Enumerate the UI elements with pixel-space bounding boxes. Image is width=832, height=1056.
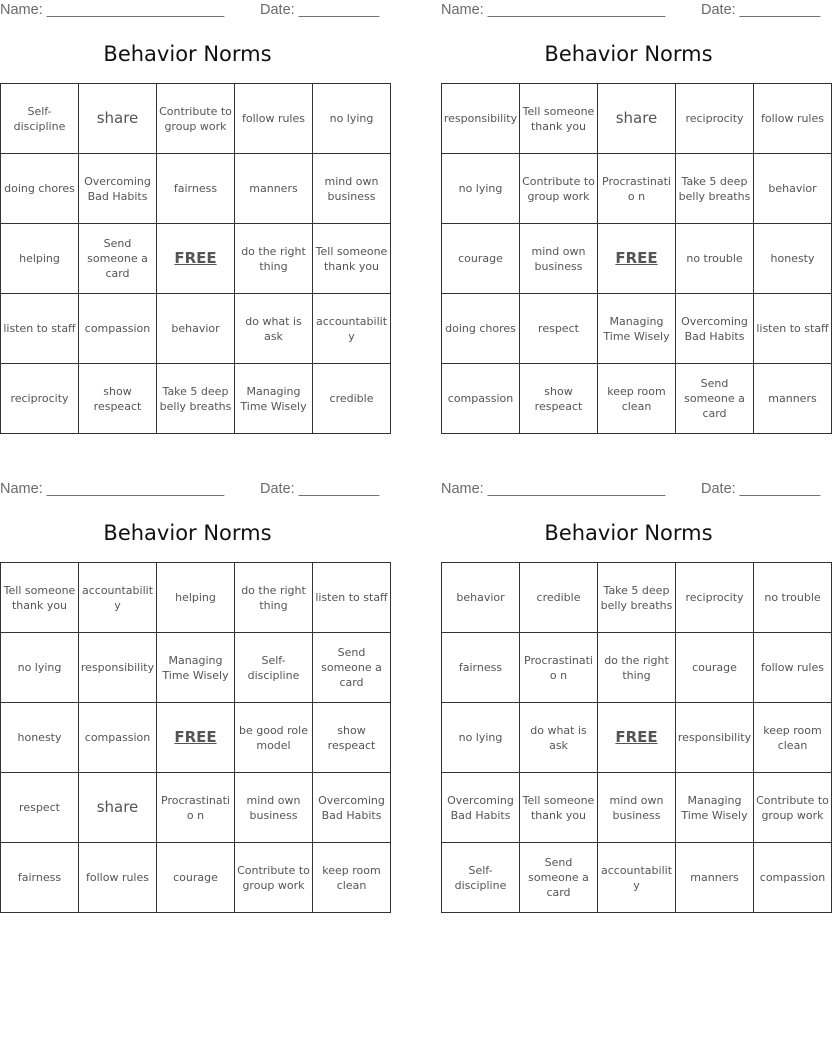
- grid-cell: Overcoming Bad Habits: [676, 294, 754, 364]
- grid-cell: compassion: [79, 294, 157, 364]
- bingo-card-2: [441, 0, 829, 440]
- grid-cell: Self-discipline: [1, 84, 79, 154]
- grid-cell: show respeact: [313, 703, 391, 773]
- grid-cell: no lying: [442, 154, 520, 224]
- grid-cell: respect: [1, 773, 79, 843]
- name-field-label: Name: ______________________: [441, 2, 666, 18]
- grid-cell: compassion: [79, 703, 157, 773]
- grid-cell: reciprocity: [676, 84, 754, 154]
- grid-cell: Tell someone thank you: [520, 84, 598, 154]
- grid-cell: share: [79, 84, 157, 154]
- card-title: Behavior Norms: [103, 42, 272, 66]
- grid-cell: share: [79, 773, 157, 843]
- grid-row: [442, 364, 832, 434]
- grid-cell: fairness: [157, 154, 235, 224]
- grid-cell: Overcoming Bad Habits: [313, 773, 391, 843]
- grid-cell: Tell someone thank you: [520, 773, 598, 843]
- grid-cell: Take 5 deep belly breaths: [676, 154, 754, 224]
- grid-row: [442, 84, 832, 154]
- card-title: Behavior Norms: [544, 521, 713, 545]
- date-field-label: Date: __________: [701, 2, 821, 18]
- grid-row: [1, 84, 391, 154]
- grid-cell: mind own business: [313, 154, 391, 224]
- name-date-row: [441, 2, 821, 22]
- grid-cell: Send someone a card: [520, 843, 598, 913]
- grid-cell: show respeact: [79, 364, 157, 434]
- bingo-card-3: [0, 479, 388, 919]
- grid-row: [442, 563, 832, 633]
- grid-cell: follow rules: [754, 84, 832, 154]
- grid-row: [1, 154, 391, 224]
- bingo-grid: [441, 83, 832, 434]
- grid-row: [1, 224, 391, 294]
- grid-cell: Send someone a card: [313, 633, 391, 703]
- grid-cell: Procrastinatio n: [520, 633, 598, 703]
- grid-cell: Tell someone thank you: [313, 224, 391, 294]
- free-space-cell: FREE: [598, 703, 676, 773]
- grid-row: [1, 703, 391, 773]
- grid-cell: share: [598, 84, 676, 154]
- bingo-card-4: [441, 479, 829, 919]
- grid-cell: Take 5 deep belly breaths: [157, 364, 235, 434]
- name-field-label: Name: ______________________: [0, 481, 225, 497]
- grid-cell: follow rules: [235, 84, 313, 154]
- date-field-label: Date: __________: [260, 481, 380, 497]
- grid-cell: behavior: [157, 294, 235, 364]
- grid-cell: Self-discipline: [235, 633, 313, 703]
- grid-cell: do the right thing: [598, 633, 676, 703]
- grid-cell: Managing Time Wisely: [235, 364, 313, 434]
- grid-cell: credible: [520, 563, 598, 633]
- grid-cell: Overcoming Bad Habits: [442, 773, 520, 843]
- grid-cell: Contribute to group work: [520, 154, 598, 224]
- grid-cell: doing chores: [442, 294, 520, 364]
- grid-row: [442, 843, 832, 913]
- grid-row: [442, 773, 832, 843]
- grid-cell: fairness: [442, 633, 520, 703]
- free-space-cell: FREE: [598, 224, 676, 294]
- date-field-label: Date: __________: [701, 481, 821, 497]
- grid-row: [1, 773, 391, 843]
- grid-cell: Tell someone thank you: [1, 563, 79, 633]
- grid-row: [442, 224, 832, 294]
- grid-cell: helping: [157, 563, 235, 633]
- card-title: Behavior Norms: [544, 42, 713, 66]
- grid-cell: listen to staff: [313, 563, 391, 633]
- grid-cell: behavior: [442, 563, 520, 633]
- date-field-label: Date: __________: [260, 2, 380, 18]
- grid-cell: mind own business: [598, 773, 676, 843]
- grid-cell: Self-discipline: [442, 843, 520, 913]
- grid-cell: no lying: [313, 84, 391, 154]
- grid-cell: courage: [157, 843, 235, 913]
- grid-cell: doing chores: [1, 154, 79, 224]
- grid-cell: Contribute to group work: [235, 843, 313, 913]
- grid-row: [442, 154, 832, 224]
- grid-row: [1, 563, 391, 633]
- grid-row: [1, 843, 391, 913]
- grid-cell: do the right thing: [235, 224, 313, 294]
- grid-cell: listen to staff: [1, 294, 79, 364]
- name-field-label: Name: ______________________: [441, 481, 666, 497]
- grid-cell: Take 5 deep belly breaths: [598, 563, 676, 633]
- grid-cell: honesty: [1, 703, 79, 773]
- grid-row: [1, 633, 391, 703]
- free-space-cell: FREE: [157, 703, 235, 773]
- grid-cell: Send someone a card: [676, 364, 754, 434]
- grid-cell: manners: [235, 154, 313, 224]
- grid-cell: mind own business: [235, 773, 313, 843]
- grid-cell: keep room clean: [313, 843, 391, 913]
- name-date-row: [441, 481, 821, 501]
- grid-cell: Procrastinatio n: [598, 154, 676, 224]
- grid-cell: Send someone a card: [79, 224, 157, 294]
- grid-cell: helping: [1, 224, 79, 294]
- bingo-grid: [0, 83, 391, 434]
- grid-cell: accountability: [313, 294, 391, 364]
- grid-cell: follow rules: [754, 633, 832, 703]
- grid-cell: courage: [442, 224, 520, 294]
- grid-row: [442, 294, 832, 364]
- grid-cell: credible: [313, 364, 391, 434]
- name-date-row: [0, 2, 380, 22]
- grid-cell: no trouble: [676, 224, 754, 294]
- grid-cell: behavior: [754, 154, 832, 224]
- grid-cell: keep room clean: [598, 364, 676, 434]
- grid-cell: accountability: [598, 843, 676, 913]
- bingo-card-1: [0, 0, 388, 440]
- grid-cell: no lying: [1, 633, 79, 703]
- grid-cell: Managing Time Wisely: [598, 294, 676, 364]
- grid-cell: accountability: [79, 563, 157, 633]
- grid-cell: courage: [676, 633, 754, 703]
- grid-cell: respect: [520, 294, 598, 364]
- grid-row: [1, 364, 391, 434]
- free-space-cell: FREE: [157, 224, 235, 294]
- grid-row: [442, 703, 832, 773]
- grid-cell: mind own business: [520, 224, 598, 294]
- grid-cell: Managing Time Wisely: [157, 633, 235, 703]
- bingo-grid: [0, 562, 391, 913]
- grid-cell: Managing Time Wisely: [676, 773, 754, 843]
- grid-cell: Contribute to group work: [754, 773, 832, 843]
- card-title: Behavior Norms: [103, 521, 272, 545]
- grid-cell: manners: [676, 843, 754, 913]
- grid-cell: manners: [754, 364, 832, 434]
- grid-cell: Overcoming Bad Habits: [79, 154, 157, 224]
- grid-cell: compassion: [754, 843, 832, 913]
- bingo-grid: [441, 562, 832, 913]
- grid-cell: compassion: [442, 364, 520, 434]
- grid-cell: do the right thing: [235, 563, 313, 633]
- grid-cell: show respeact: [520, 364, 598, 434]
- grid-cell: responsibility: [442, 84, 520, 154]
- grid-cell: reciprocity: [676, 563, 754, 633]
- grid-cell: Procrastinatio n: [157, 773, 235, 843]
- name-date-row: [0, 481, 380, 501]
- grid-cell: Contribute to group work: [157, 84, 235, 154]
- grid-cell: keep room clean: [754, 703, 832, 773]
- grid-cell: do what is ask: [235, 294, 313, 364]
- grid-cell: honesty: [754, 224, 832, 294]
- grid-row: [1, 294, 391, 364]
- grid-cell: listen to staff: [754, 294, 832, 364]
- grid-cell: follow rules: [79, 843, 157, 913]
- grid-cell: be good role model: [235, 703, 313, 773]
- grid-cell: do what is ask: [520, 703, 598, 773]
- grid-cell: reciprocity: [1, 364, 79, 434]
- grid-cell: fairness: [1, 843, 79, 913]
- grid-cell: responsibility: [676, 703, 754, 773]
- grid-cell: responsibility: [79, 633, 157, 703]
- name-field-label: Name: ______________________: [0, 2, 225, 18]
- grid-row: [442, 633, 832, 703]
- grid-cell: no trouble: [754, 563, 832, 633]
- grid-cell: no lying: [442, 703, 520, 773]
